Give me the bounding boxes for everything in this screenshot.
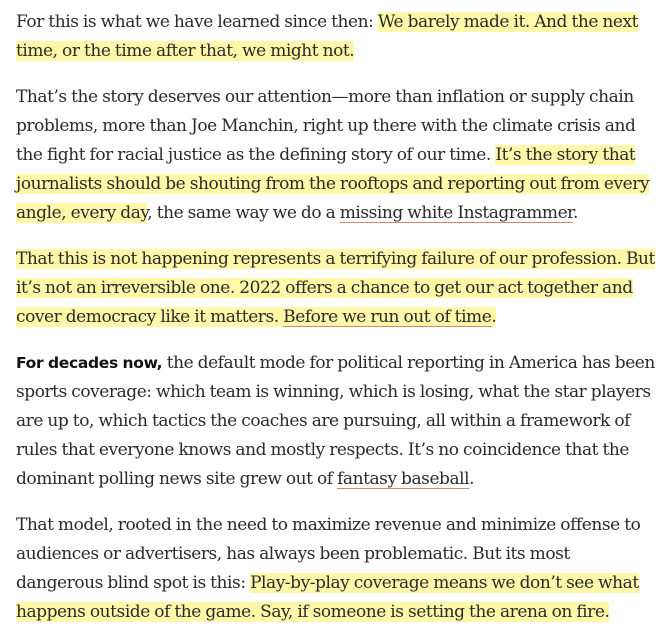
p4-text: the default mode for political reporting in America has been sports coverage: which team is winning, which is losing, what the star players are up to, which tactics the coaches are pursuing, all within a framework of rules that everyone knows and mostly respects. It’s no coincidence that the dominant polling news site grew out of xyxy=(16,353,655,489)
p3-highlight-end: . xyxy=(491,307,497,327)
p3-highlight-text: That this is not happening represents a terrifying failure of our profession. But it’s not an irreversible one. 2022 offers a chance to get our act together and cover democracy like it matters. xyxy=(16,249,655,327)
p1-text: For this is what we have learned since then: xyxy=(16,12,378,32)
before-we-run-out-of-time-link[interactable]: Before we run out of time xyxy=(283,307,492,327)
article-body xyxy=(16,8,656,644)
paragraph-2 xyxy=(16,83,656,228)
paragraph-1 xyxy=(16,8,656,66)
p2-text-end: . xyxy=(573,203,578,223)
p4-lead-in: For decades now, xyxy=(16,354,163,372)
p3-highlight xyxy=(16,249,655,327)
missing-white-instagrammer-link[interactable]: missing white Instagrammer xyxy=(339,203,573,223)
p4-text-end: . xyxy=(469,469,475,489)
p5-text: That model, rooted in the need to maximize revenue and minimize offense to audiences or advertisers, has always been problematic. But its most dangerous blind spot is this: xyxy=(16,515,641,593)
fantasy-baseball-link[interactable]: fantasy baseball xyxy=(337,469,470,489)
p5-highlight: Play-by-play coverage means we don’t see what happens outside of the game. Say, if someone is setting the arena on fire. xyxy=(16,573,639,622)
paragraph-3 xyxy=(16,245,656,332)
p1-highlight: We barely made it. And the next time, or the time after that, we might not. xyxy=(16,12,639,61)
paragraph-5 xyxy=(16,511,656,627)
p2-highlight: It’s the story that journalists should be shouting from the rooftops and reporting out from every angle, every day xyxy=(16,145,650,223)
p2-text: That’s the story deserves our attention—more than inflation or supply chain problems, more than Joe Manchin, right up there with the climate crisis and the fight for racial justice as the defining story of our time. xyxy=(16,87,636,165)
paragraph-4 xyxy=(16,349,656,494)
p2-text-middle: , the same way we do a xyxy=(147,203,340,223)
